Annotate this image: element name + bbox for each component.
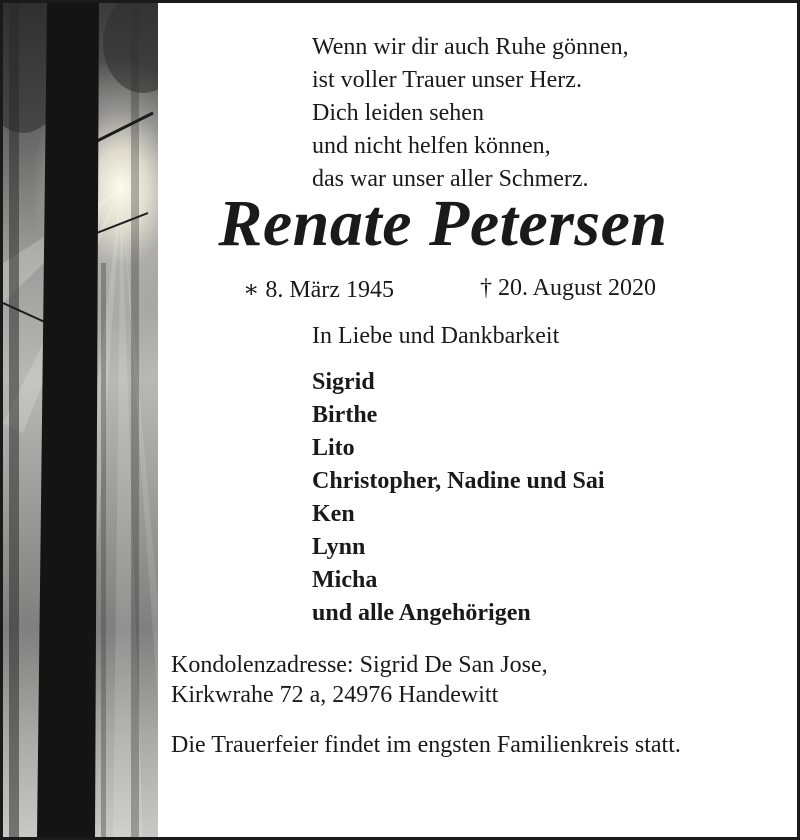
mourner-name: Ken <box>312 501 355 527</box>
mourners-intro: In Liebe und Dankbarkeit <box>312 323 560 349</box>
mourners-list <box>312 366 605 630</box>
verse-line: Dich leiden sehen <box>312 100 484 126</box>
mourner-name: Lynn <box>312 534 366 560</box>
memorial-verse <box>312 31 629 196</box>
verse-line: und nicht helfen können, <box>312 133 551 159</box>
ceremony-note: Die Trauerfeier findet im engsten Familienkreis statt. <box>171 732 681 758</box>
verse-line: Wenn wir dir auch Ruhe gönnen, <box>312 34 629 60</box>
deceased-name: Renate Petersen <box>218 187 668 260</box>
verse-line: das war unser aller Schmerz. <box>312 166 589 192</box>
condolence-address <box>171 650 548 710</box>
mourner-name: und alle Angehörigen <box>312 600 531 626</box>
mourner-name: Christopher, Nadine und Sai <box>312 468 605 494</box>
mourner-name: Lito <box>312 435 355 461</box>
verse-line: ist voller Trauer unser Herz. <box>312 67 582 93</box>
birth-date: ∗ 8. März 1945 <box>243 277 394 303</box>
death-date: † 20. August 2020 <box>480 275 657 301</box>
forest-sunrays-illustration <box>3 3 158 837</box>
forest-sunrays-image <box>3 3 158 837</box>
mourner-name: Birthe <box>312 402 378 428</box>
mourner-name: Micha <box>312 567 378 593</box>
address-line: Kondolenzadresse: Sigrid De San Jose, <box>171 652 548 678</box>
mourner-name: Sigrid <box>312 369 375 395</box>
address-line: Kirkwrahe 72 a, 24976 Handewitt <box>171 682 499 708</box>
